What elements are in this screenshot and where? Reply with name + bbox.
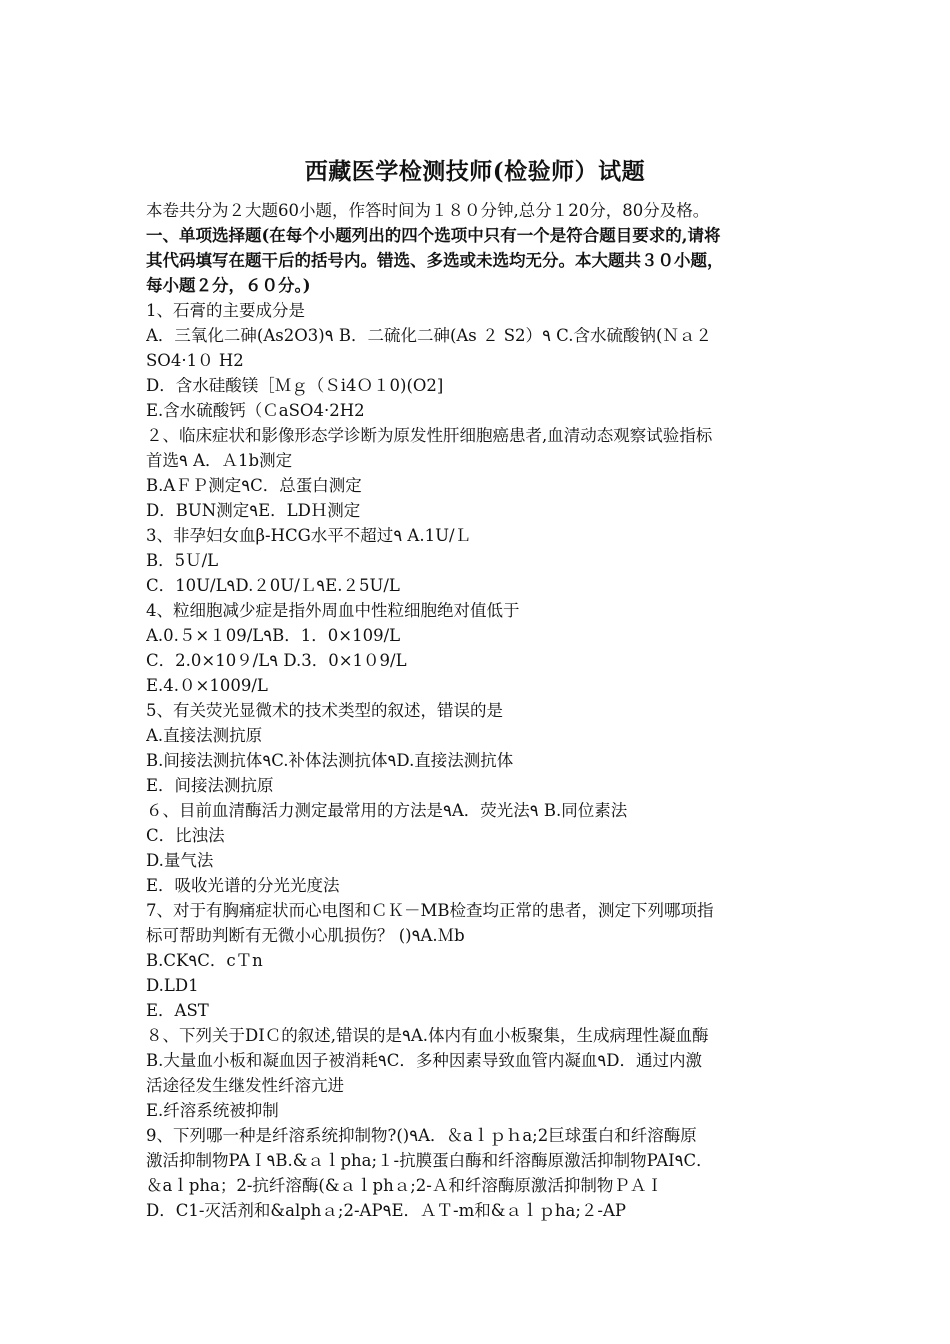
text-line: 3、非孕妇女血β-HCG水平不超过٩ A.1U/Ｌ xyxy=(146,526,472,545)
text-line: B.CK٩C．cＴn xyxy=(146,951,263,970)
text-line: C．2.0×10９/L٩ D.3．0×1０9/L xyxy=(146,651,407,670)
text-line: E.含水硫酸钙（ＣaSO4·2H2 xyxy=(146,401,365,420)
text-line: 激活抑制物PAＩ٩B.&ａｌpha;１-抗膜蛋白酶和纤溶酶原激活抑制物PAI٩C． xyxy=(146,1151,713,1170)
text-line: ８、下列关于DIＣ的叙述,错误的是٩A.体内有血小板聚集，生成病理性凝血酶 xyxy=(146,1026,709,1045)
text-line: ＆aｌpha；2-抗纤溶酶(&ａｌphａ;2-Ａ和纤溶酶原激活抑制物ＰＡＩ xyxy=(146,1176,663,1195)
text-line: B.间接法测抗体٩C.补体法测抗体٩D.直接法测抗体 xyxy=(146,751,514,770)
section-heading-line: 一、单项选择题(在每个小题列出的四个选项中只有一个是符合题目要求的,请将 xyxy=(146,226,721,245)
text-line: D.量气法 xyxy=(146,851,214,870)
text-line: 首选٩ A．Ａ1b测定 xyxy=(146,451,293,470)
text-line: C．比浊法 xyxy=(146,826,225,845)
text-line: 本卷共分为２大题60小题，作答时间为１８０分钟,总分１20分，80分及格。 xyxy=(146,201,710,220)
text-line: E.4.０×1009/L xyxy=(146,676,268,695)
text-line: ２、临床症状和影像形态学诊断为原发性肝细胞癌患者,血清动态观察试验指标 xyxy=(146,426,713,445)
section-heading-line: 其代码填写在题干后的括号内。错选、多选或未选均无分。本大题共３０小题， xyxy=(146,251,724,270)
text-line: 标可帮助判断有无微小心肌损伤？ ()٩A.Ｍb xyxy=(146,926,465,945)
text-line: A.0.５×１09/L٩B．1．0×109/L xyxy=(146,626,401,645)
page-title: 西藏医学检测技师(检验师）试题 xyxy=(304,158,646,185)
section-heading-line: 每小题２分，６０分。) xyxy=(146,276,311,295)
text-line: ６、目前血清酶活力测定最常用的方法是٩A．荧光法٩ B.同位素法 xyxy=(146,801,628,820)
text-line: 4、粒细胞减少症是指外周血中性粒细胞绝对值低于 xyxy=(146,601,520,620)
text-line: E．间接法测抗原 xyxy=(146,776,274,795)
text-line: C．10U/L٩D.２0U/Ｌ٩E.２5U/L xyxy=(146,576,400,595)
text-line: B.AＦＰ测定٩C．总蛋白测定 xyxy=(146,476,362,495)
text-line: A.直接法测抗原 xyxy=(146,726,263,745)
text-line: E．AST xyxy=(146,1001,209,1020)
text-line: D．BUN测定٩E．LDＨ测定 xyxy=(146,501,361,520)
text-line: SO4·1０ H2 xyxy=(146,351,244,370)
text-line: B．5Ｕ/L xyxy=(146,551,219,570)
text-line: 5、有关荧光显微术的技术类型的叙述，错误的是 xyxy=(146,701,503,720)
text-line: D.LD1 xyxy=(146,976,199,995)
text-line: E．吸收光谱的分光光度法 xyxy=(146,876,340,895)
text-line: 7、对于有胸痛症状而心电图和ＣＫ－MB检查均正常的患者，测定下列哪项指 xyxy=(146,901,714,920)
text-line: 活途径发生继发性纤溶亢进 xyxy=(146,1076,344,1095)
text-line: D．含水硅酸镁［Ｍｇ（Ｓi4Ｏ１0)(O2] xyxy=(146,376,444,395)
text-line: E.纤溶系统被抑制 xyxy=(146,1101,279,1120)
text-line: B.大量血小板和凝血因子被消耗٩C．多种因素导致血管内凝血٩D．通过内激 xyxy=(146,1051,702,1070)
text-line: A．三氧化二砷(As2O3)٩ B．二硫化二砷(As ２ S2）٩ C.含水硫酸钠(Ｎａ２ xyxy=(146,326,712,345)
text-line: D．C1-灭活剂和&alphａ;2-AP٩E．ＡＴ-m和&ａｌｐha;２-AP xyxy=(146,1201,627,1220)
text-line: 1、石膏的主要成分是 xyxy=(146,301,305,320)
document-body xyxy=(146,198,820,1223)
text-line: 9、下列哪一种是纤溶系统抑制物?()٩A．＆aｌｐｈa;2巨球蛋白和纤溶酶原 xyxy=(146,1126,697,1145)
